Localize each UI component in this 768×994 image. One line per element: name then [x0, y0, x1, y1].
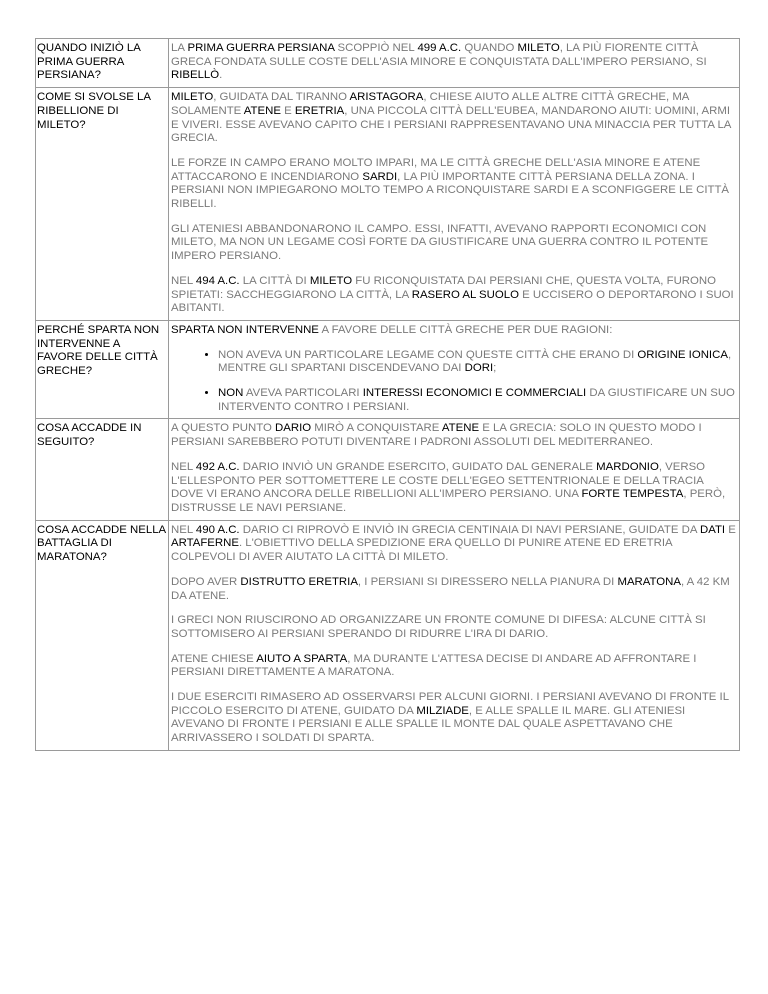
question-cell: COSA ACCADDE IN SEGUITO? — [36, 419, 169, 520]
answer-paragraph: I DUE ESERCITI RIMASERO AD OSSERVARSI PER ALCUNI GIORNI. I PERSIANI AVEVANO DI FRONTE IL PICCOLO ESERCITO DI ATENE, GUIDATO DA MILZIADE, E ALLE SPALLE IL MARE. GLI ATENIESI AVEVANO DI FRONTE I PERSIANI E ALLE SPALLE IL MONTE DAL QUALE ASPETTAVANO CHE ARRIVASSERO I SOLDATI DI SPARTA. — [171, 691, 729, 745]
answer-paragraph: I GRECI NON RIUSCIRONO AD ORGANIZZARE UN FRONTE COMUNE DI DIFESA: ALCUNE CITTÀ SI SOTTOMISERO AI PERSIANI SPERANDO DI RIDURRE L'IRA DI DARIO. — [171, 614, 706, 640]
table-row — [36, 520, 740, 750]
answer-paragraph: ATENE CHIESE AIUTO A SPARTA, MA DURANTE L'ATTESA DECISE DI ANDARE AD AFFRONTARE I PERSIANI DIRETTAMENTE A MARATONA. — [171, 652, 697, 679]
reasons-list — [171, 349, 738, 415]
answer-paragraph: A QUESTO PUNTO DARIO MIRÒ A CONQUISTARE ATENE E LA GRECIA: SOLO IN QUESTO MODO I PERSIANI SAREBBERO POTUTI DIVENTARE I PADRONI ASSOLUTI DEL MEDITERRANEO. — [171, 422, 702, 449]
answer-paragraph: DOPO AVER DISTRUTTO ERETRIA, I PERSIANI SI DIRESSERO NELLA PIANURA DI MARATONA, A 42 KM DA ATENE. — [171, 575, 730, 602]
table-row — [36, 88, 740, 321]
answer-paragraph: NEL 492 A.C. DARIO INVIÒ UN GRANDE ESERCITO, GUIDATO DAL GENERALE MARDONIO, VERSO L'ELLESPONTO PER SOTTOMETTERE LE COSTE DELL'EGEO SETTENTRIONALE E DELLA TRACIA DOVE VI ERANO ANCORA DELLE RIBELLIONI ALL'IMPERO PERSIANO. UNA FORTE TEMPESTA, PERÒ, DISTRUSSE LE NAVI PERSIANE. — [171, 460, 726, 514]
answer-cell — [169, 88, 740, 321]
answer-paragraph: LA PRIMA GUERRA PERSIANA SCOPPIÒ NEL 499 A.C. QUANDO MILETO, LA PIÙ FIORENTE CITTÀ GRECA FONDATA SULLE COSTE DELL'ASIA MINORE E CONQUISTATA DALL'IMPERO PERSIANO, SI RIBELLÒ. — [171, 42, 707, 82]
table-row — [36, 419, 740, 520]
answer-cell — [169, 320, 740, 419]
answer-cell — [169, 39, 740, 88]
answer-paragraph: LE FORZE IN CAMPO ERANO MOLTO IMPARI, MA LE CITTÀ GRECHE DELL'ASIA MINORE E ATENE ATTACCARONO E INCENDIARONO SARDI, LA PIÙ IMPORTANTE CITTÀ PERSIANA DELLA ZONA. I PERSIANI NON IMPIEGARONO MOLTO TEMPO A RICONQUISTARE SARDI E A SCONFIGGERE LE CITTÀ RIBELLI. — [171, 156, 730, 211]
question-cell: PERCHÉ SPARTA NON INTERVENNE A FAVORE DELLE CITTÀ GRECHE? — [36, 320, 169, 419]
answer-paragraph: MILETO, GUIDATA DAL TIRANNO ARISTAGORA, CHIESE AIUTO ALLE ALTRE CITTÀ GRECHE, MA SOLAMENTE ATENE E ERETRIA, UNA PICCOLA CITTÀ DELL'EUBEA, MANDARONO AIUTI: UOMINI, ARMI E VIVERI. ESSE AVEVANO CAPITO CHE I PERSIANI RAPPRESENTAVANO UNA MINACCIA PER TUTTA LA GRECIA. — [171, 91, 731, 145]
question-cell: COME SI SVOLSE LA RIBELLIONE DI MILETO? — [36, 88, 169, 321]
qa-table — [35, 38, 740, 751]
answer-cell — [169, 520, 740, 750]
question-cell: QUANDO INIZIÒ LA PRIMA GUERRA PERSIANA? — [36, 39, 169, 88]
answer-paragraph: NEL 490 A.C. DARIO CI RIPROVÒ E INVIÒ IN GRECIA CENTINAIA DI NAVI PERSIANE, GUIDATE DA DATI E ARTAFERNE. L'OBIETTIVO DELLA SPEDIZIONE ERA QUELLO DI PUNIRE ATENE ED ERETRIA COLPEVOLI DI AVER AIUTATO LA CITTÀ DI MILETO. — [171, 523, 736, 564]
answer-cell — [169, 419, 740, 520]
list-item: • NON AVEVA UN PARTICOLARE LEGAME CON QUESTE CITTÀ CHE ERANO DI ORIGINE IONICA, MENTRE GLI SPARTANI DISCENDEVANO DAI DORI; — [218, 349, 738, 376]
answer-paragraph: NEL 494 A.C. LA CITTÀ DI MILETO FU RICONQUISTATA DAI PERSIANI CHE, QUESTA VOLTA, FURONO SPIETATI: SACCHEGGIARONO LA CITTÀ, LA RASERO AL SUOLO E UCCISERO O DEPORTARONO I SUOI ABITANTI. — [171, 274, 734, 315]
question-cell: COSA ACCADDE NELLA BATTAGLIA DI MARATONA? — [36, 520, 169, 750]
table-row — [36, 320, 740, 419]
table-row — [36, 39, 740, 88]
list-item: • NON AVEVA PARTICOLARI INTERESSI ECONOMICI E COMMERCIALI DA GIUSTIFICARE UN SUO INTERVENTO CONTRO I PERSIANI. — [218, 387, 738, 414]
answer-paragraph: GLI ATENIESI ABBANDONARONO IL CAMPO. ESSI, INFATTI, AVEVANO RAPPORTI ECONOMICI CON MILETO, MA NON UN LEGAME COSÌ FORTE DA GIUSTIFICARE UNA GUERRA CONTRO IL POTENTE IMPERO PERSIANO. — [171, 222, 709, 263]
answer-paragraph: SPARTA NON INTERVENNE A FAVORE DELLE CITTÀ GRECHE PER DUE RAGIONI: — [171, 323, 613, 336]
